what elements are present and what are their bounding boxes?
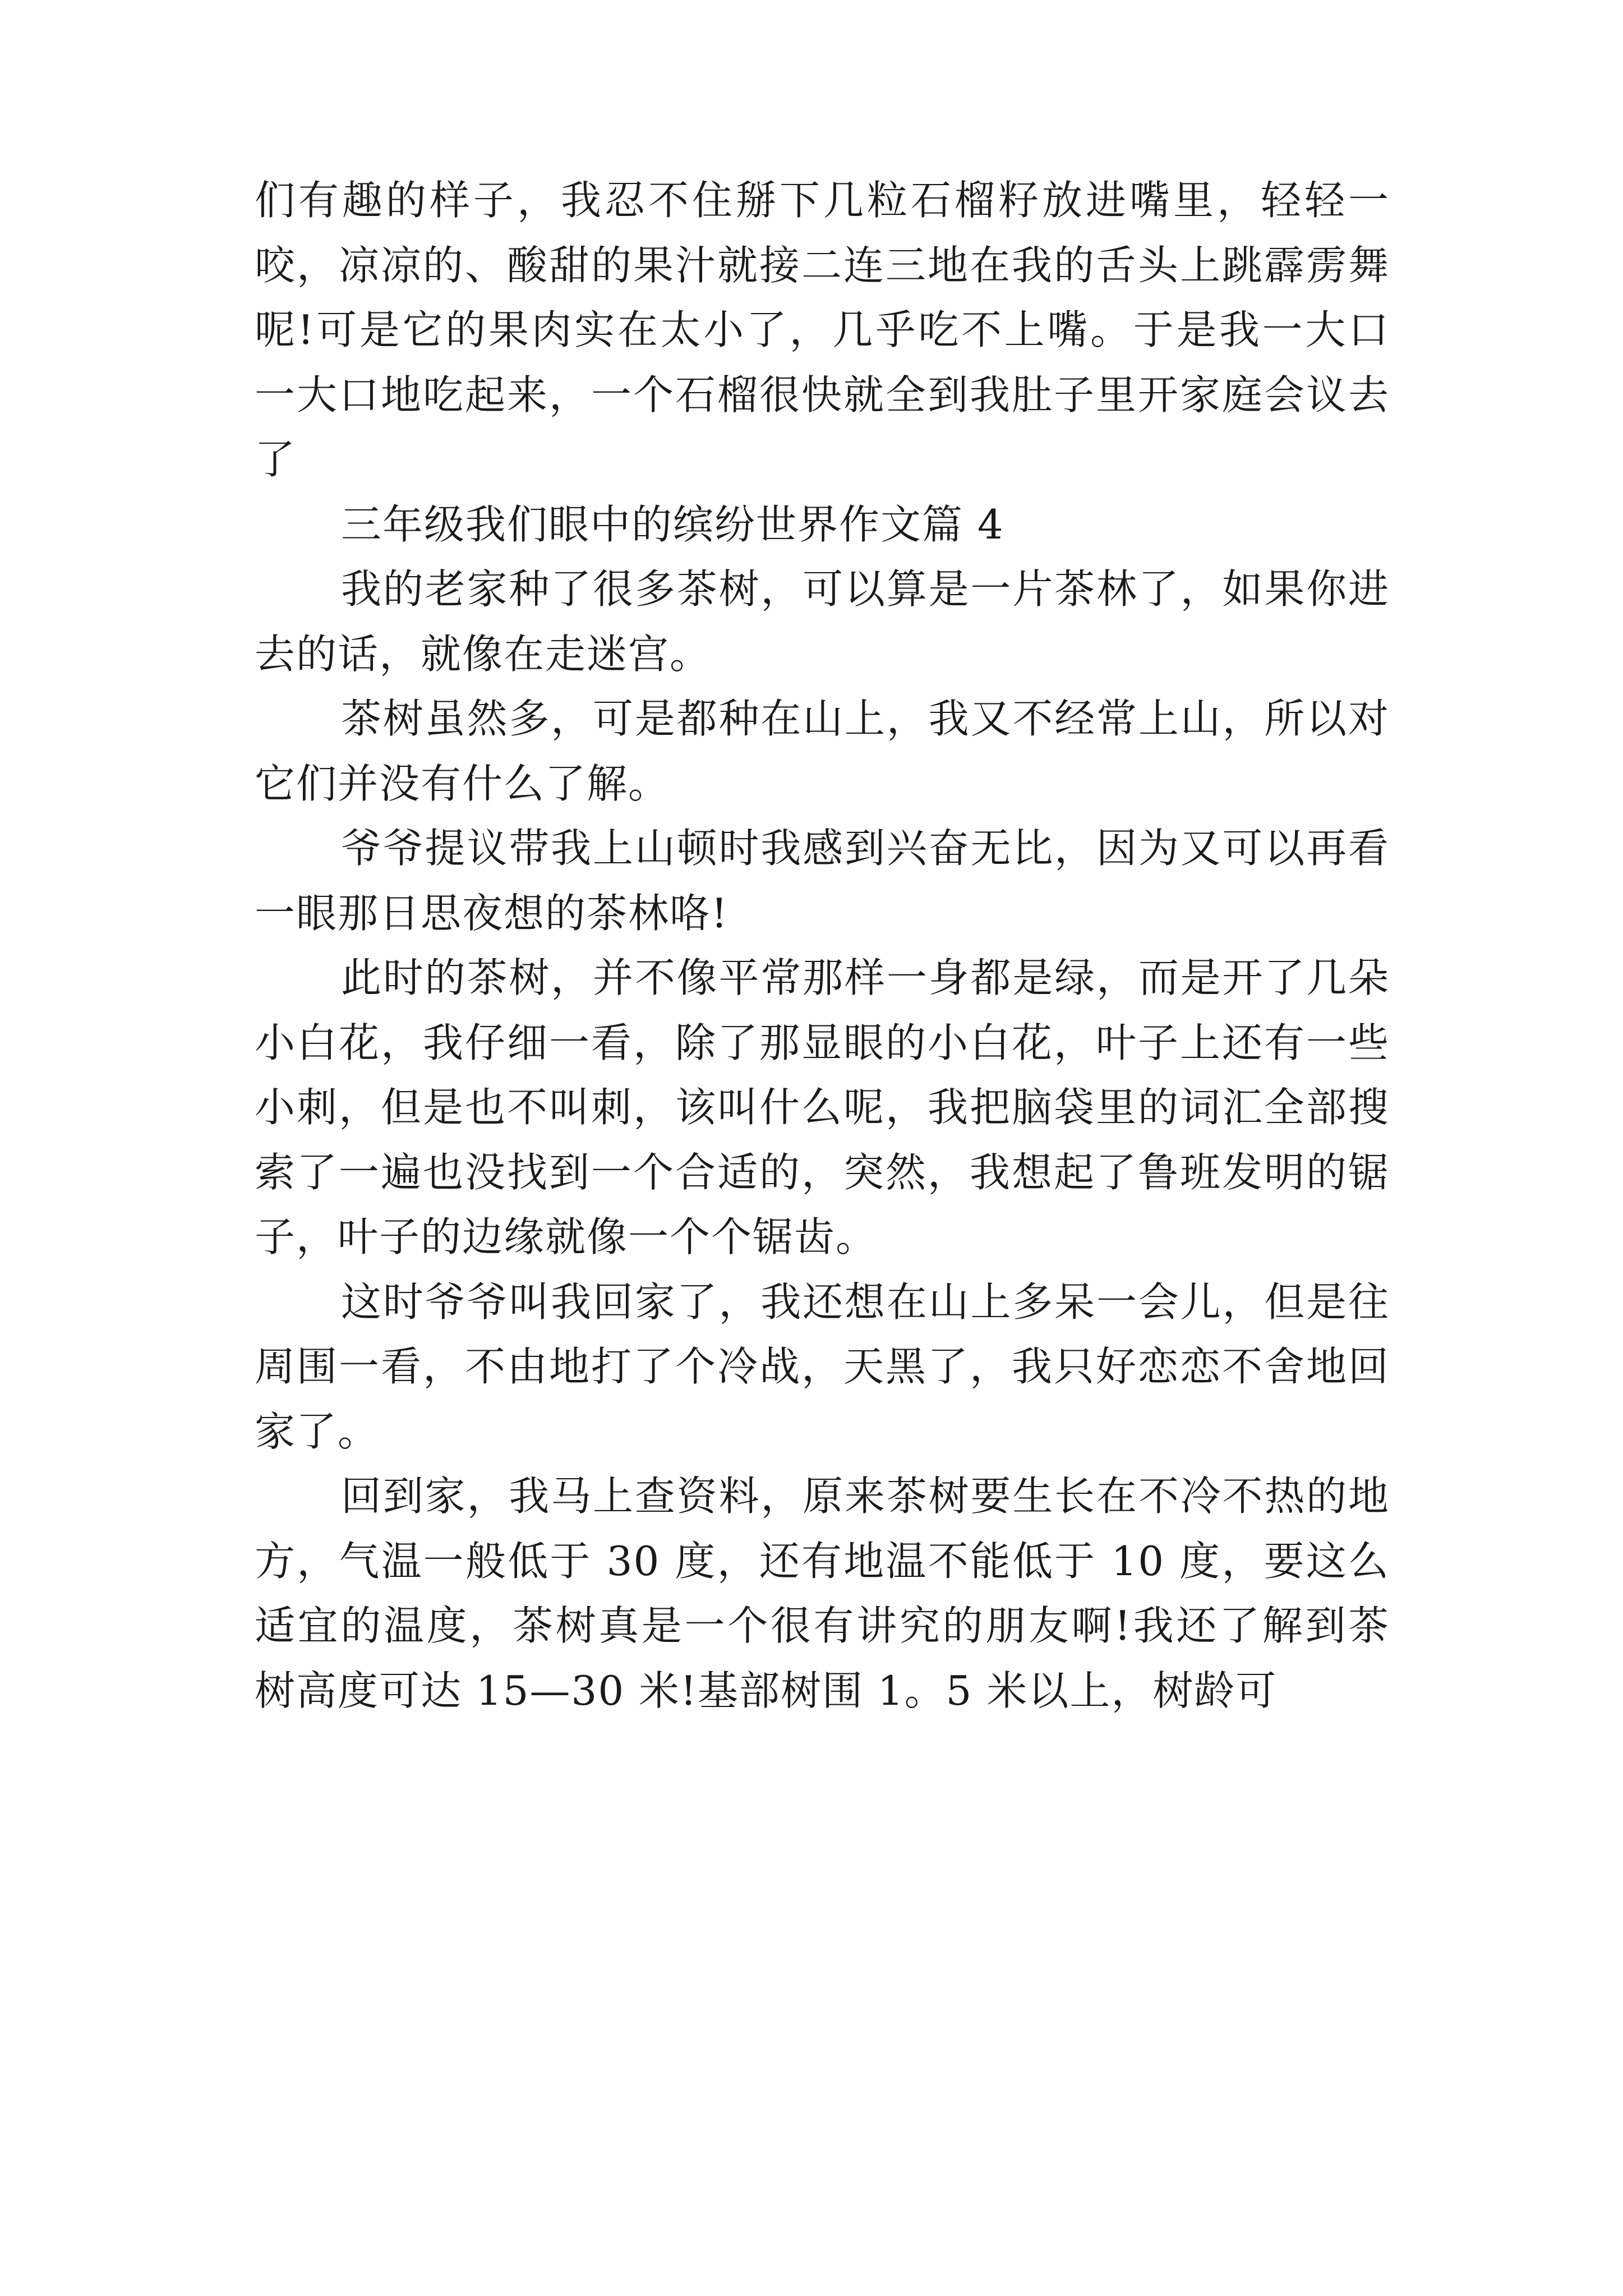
essay-body <box>255 168 1390 1723</box>
paragraph-5: 这时爷爷叫我回家了，我还想在山上多呆一会儿，但是往周围一看，不由地打了个冷战，天黑了，我只好恋恋不舍地回家了。 <box>255 1278 1390 1455</box>
essay-heading: 三年级我们眼中的缤纷世界作文篇 4 <box>341 500 1004 548</box>
paragraph-6: 回到家，我马上查资料，原来茶树要生长在不冷不热的地方，气温一般低于 30 度，还有地温不能低于 10 度，要这么适宜的温度，茶树真是一个很有讲究的朋友啊!我还了解到茶树高度可达 15—30 米!基部树围 1。5 米以上，树龄可 <box>255 1473 1390 1714</box>
paragraph-2: 茶树虽然多，可是都种在山上，我又不经常上山，所以对它们并没有什么了解。 <box>255 695 1390 807</box>
continued-paragraph: 们有趣的样子，我忍不住掰下几粒石榴籽放进嘴里，轻轻一咬，凉凉的、酸甜的果汁就接二连三地在我的舌头上跳霹雳舞呢!可是它的果肉实在太小了，几乎吃不上嘴。于是我一大口一大口地吃起来，一个石榴很快就全到我肚子里开家庭会议去了 <box>255 177 1390 483</box>
paragraph-1: 我的老家种了很多茶树，可以算是一片茶林了，如果你进去的话，就像在走迷宫。 <box>255 565 1390 678</box>
paragraph-4: 此时的茶树，并不像平常那样一身都是绿，而是开了几朵小白花，我仔细一看，除了那显眼的小白花，叶子上还有一些小刺，但是也不叫刺，该叫什么呢，我把脑袋里的词汇全部搜索了一遍也没找到一个合适的，突然，我想起了鲁班发明的锯子，叶子的边缘就像一个个锯齿。 <box>255 954 1390 1260</box>
paragraph-3: 爷爷提议带我上山顿时我感到兴奋无比，因为又可以再看一眼那日思夜想的茶林咯! <box>255 825 1390 937</box>
